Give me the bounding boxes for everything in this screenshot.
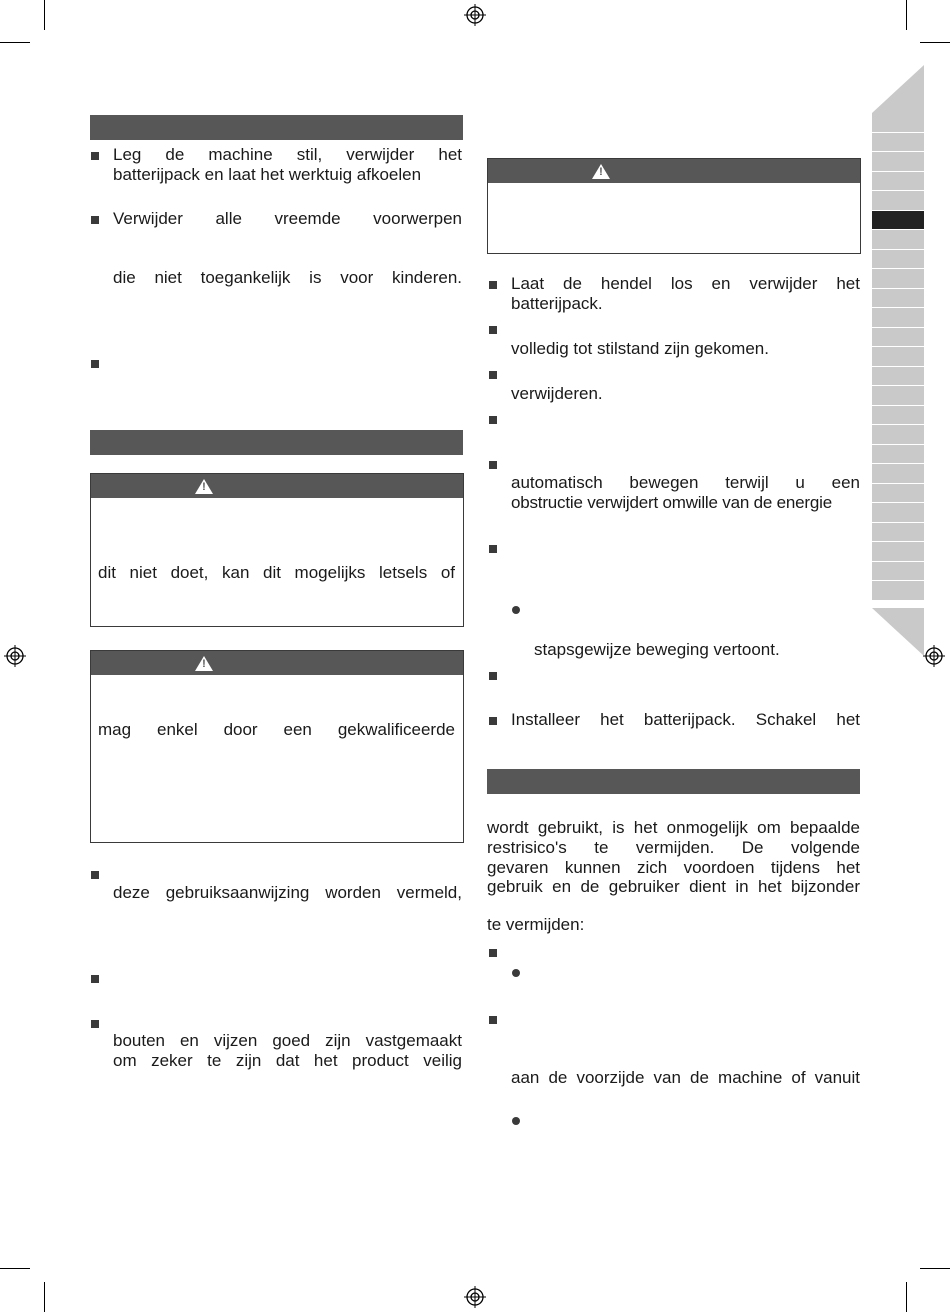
language-tab[interactable]: [872, 484, 924, 504]
crop-mark: [906, 0, 907, 30]
paragraph-text: te vermijden:: [487, 915, 585, 934]
section-header-bar: [487, 769, 860, 794]
bullet-square: [91, 216, 99, 224]
language-tab[interactable]: [872, 425, 924, 445]
bullet-square: [91, 152, 99, 160]
language-tab[interactable]: [872, 172, 924, 192]
bullet-dot: [512, 969, 520, 977]
warning-triangle-icon: !: [592, 164, 610, 179]
crop-mark: [0, 1268, 30, 1269]
warning-triangle-icon: !: [195, 656, 213, 671]
bullet-square: [489, 326, 497, 334]
language-tab[interactable]: [872, 503, 924, 523]
warning-box: [487, 158, 861, 254]
warning-text: mag enkel door een gekwalificeerde: [98, 720, 455, 739]
language-tab[interactable]: [872, 406, 924, 426]
list-item-text: automatisch bewegen terwijl u een: [511, 473, 860, 492]
language-tabs: [872, 113, 924, 601]
bullet-square: [489, 717, 497, 725]
language-tab[interactable]: [872, 347, 924, 367]
paragraph-text: gebruik en de gebruiker dient in het bijzonder: [487, 877, 860, 896]
language-tab[interactable]: [872, 328, 924, 348]
language-tab[interactable]: [872, 133, 924, 153]
language-tab[interactable]: [872, 269, 924, 289]
list-item-text: volledig tot stilstand zijn gekomen.: [511, 339, 769, 358]
list-item-text: Laat de hendel los en verwijder het: [511, 274, 860, 293]
crop-mark: [906, 1282, 907, 1312]
list-item-text: batterijpack en laat het werktuig afkoelen: [113, 165, 422, 184]
list-item-text: Installeer het batterijpack. Schakel het: [511, 710, 860, 729]
registration-mark-icon: [923, 645, 945, 667]
list-item-text: bouten en vijzen goed zijn vastgemaakt: [113, 1031, 462, 1050]
crop-mark: [0, 42, 30, 43]
sub-item-text: stapsgewijze beweging vertoont.: [534, 640, 780, 659]
language-tab[interactable]: [872, 289, 924, 309]
language-tab[interactable]: [872, 191, 924, 211]
list-item-text: aan de voorzijde van de machine of vanuit: [511, 1068, 860, 1087]
language-tab[interactable]: [872, 152, 924, 172]
warning-triangle-icon: !: [195, 479, 213, 494]
bullet-square: [91, 871, 99, 879]
language-tab[interactable]: [872, 250, 924, 270]
bullet-square: [489, 949, 497, 957]
section-header-bar: [90, 115, 463, 140]
bullet-square: [489, 281, 497, 289]
section-header-bar: [90, 430, 463, 455]
crop-mark: [44, 0, 45, 30]
bullet-square: [489, 672, 497, 680]
crop-mark: [920, 1268, 950, 1269]
bullet-square: [489, 461, 497, 469]
list-item-text: verwijderen.: [511, 384, 603, 403]
list-item-text: om zeker te zijn dat het product veilig: [113, 1051, 462, 1070]
list-item-text: batterijpack.: [511, 294, 603, 313]
bullet-square: [91, 975, 99, 983]
bullet-dot: [512, 1117, 520, 1125]
registration-mark-icon: [4, 645, 26, 667]
language-tab[interactable]: [872, 464, 924, 484]
language-tab[interactable]: [872, 113, 924, 133]
warning-text: dit niet doet, kan dit mogelijks letsels of: [98, 563, 455, 582]
crop-mark: [44, 1282, 45, 1312]
language-tab[interactable]: [872, 230, 924, 250]
bullet-square: [91, 360, 99, 368]
language-tab[interactable]: [872, 581, 924, 601]
language-tab[interactable]: [872, 445, 924, 465]
language-tab-active[interactable]: [872, 211, 924, 231]
bullet-square: [489, 416, 497, 424]
paragraph-text: gevaren kunnen zich voordoen tijdens het: [487, 858, 860, 877]
tab-header-triangle: [872, 65, 925, 113]
list-item-text: obstructie verwijdert omwille van de energie: [511, 493, 832, 512]
registration-mark-icon: [464, 1286, 486, 1308]
paragraph-text: restrisico's te vermijden. De volgende: [487, 838, 860, 857]
warning-box: [90, 473, 464, 627]
list-item-text: die niet toegankelijk is voor kinderen.: [113, 268, 462, 287]
language-tab[interactable]: [872, 386, 924, 406]
paragraph-text: wordt gebruikt, is het onmogelijk om bepaalde: [487, 818, 860, 837]
language-tab[interactable]: [872, 308, 924, 328]
language-tab[interactable]: [872, 562, 924, 582]
warning-box: [90, 650, 464, 843]
bullet-square: [489, 371, 497, 379]
bullet-square: [489, 1016, 497, 1024]
language-tab[interactable]: [872, 542, 924, 562]
list-item-text: deze gebruiksaanwijzing worden vermeld,: [113, 883, 462, 902]
language-tab[interactable]: [872, 523, 924, 543]
list-item-text: Leg de machine stil, verwijder het: [113, 145, 462, 164]
bullet-square: [91, 1020, 99, 1028]
crop-mark: [920, 42, 950, 43]
bullet-square: [489, 545, 497, 553]
list-item-text: Verwijder alle vreemde voorwerpen: [113, 209, 462, 228]
bullet-dot: [512, 606, 520, 614]
tab-footer-triangle: [872, 608, 925, 656]
language-tab[interactable]: [872, 367, 924, 387]
warning-header: [91, 474, 463, 498]
warning-header: [488, 159, 860, 183]
warning-header: [91, 651, 463, 675]
registration-mark-icon: [464, 4, 486, 26]
